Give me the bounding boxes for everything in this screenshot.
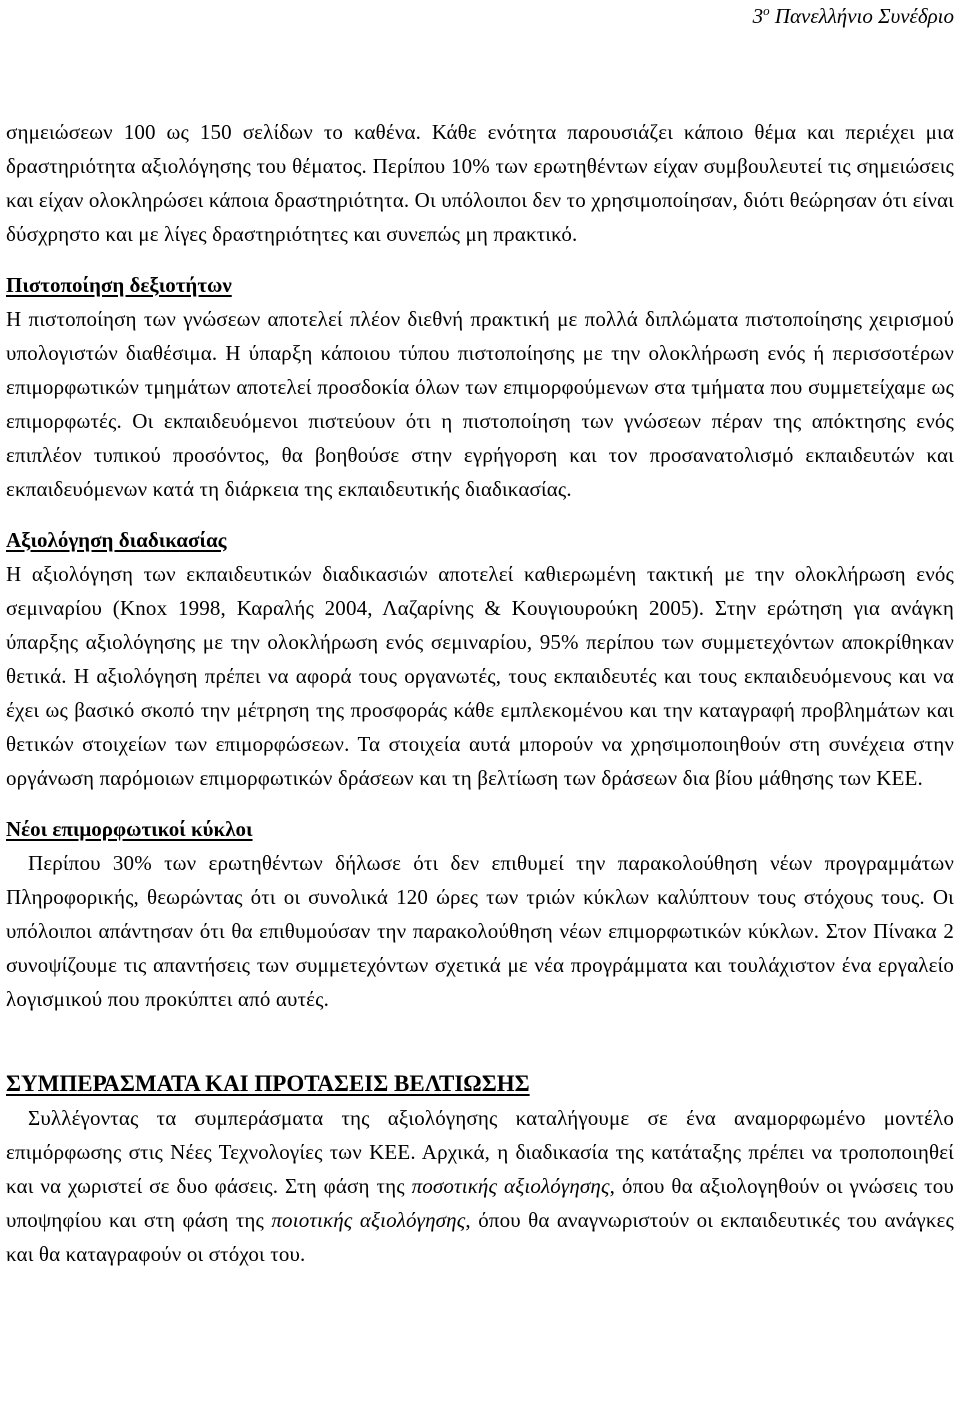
- header-ordinal: 3: [752, 4, 764, 28]
- conclusions-emphasis-quantitative: ποσοτικής αξιολόγησης: [411, 1174, 610, 1198]
- document-body: [6, 115, 954, 1271]
- header-ordinal-suffix: ο: [763, 3, 770, 18]
- conclusions-text-3: , όπου θα αναγνωριστούν οι εκπαιδευτικές του ανάγκες και θα καταγραφούν οι στόχοι του.: [6, 1208, 954, 1266]
- intro-paragraph: σημειώσεων 100 ως 150 σελίδων το καθένα. Κάθε ενότητα παρουσιάζει κάποιο θέμα και περιέχει μια δραστηριότητα αξιολόγησης του θέματος. Περίπου 10% των ερωτηθέντων είχαν συμβουλευτεί τις σημειώσεις και είχαν ολοκληρώσει κάποια δραστηριότητα. Οι υπόλοιποι δεν το χρησιμοποίησαν, διότι θεώρησαν ότι είναι δύσχρηστο και με λίγες δραστηριότητες και συνεπώς μη πρακτικό.: [6, 120, 954, 246]
- cycles-heading: Νέοι επιμορφωτικοί κύκλοι: [6, 817, 253, 841]
- evaluation-paragraph: Η αξιολόγηση των εκπαιδευτικών διαδικασιών αποτελεί καθιερωμένη τακτική με την ολοκλήρωση ενός σεμιναρίου (Knox 1998, Καραλής 2004, Λαζαρίνης & Κουγιουρούκη 2005). Στην ερώτηση για ανάγκη ύπαρξης αξιολόγησης με την ολοκλήρωση ενός σεμιναρίου, 95% περίπου των συμμετεχόντων αποκρίθηκαν θετικά. Η αξιολόγηση πρέπει να αφορά τους οργανωτές, τους εκπαιδευτές και τους εκπαιδευόμενους και να έχει ως βασικό σκοπό την μέτρηση της προσφοράς κάθε εμπλεκομένου και την καταγραφή προβλημάτων και θετικών στοιχείων των επιμορφώσεων. Τα στοιχεία αυτά μπορούν να χρησιμοποιηθούν στη συνέχεια στην οργάνωση παρόμοιων επιμορφωτικών δράσεων και τη βελτίωση των δράσεων δια βίου μάθησης των ΚΕΕ.: [6, 562, 954, 790]
- evaluation-heading: Αξιολόγηση διαδικασίας: [6, 528, 227, 552]
- conclusions-emphasis-qualitative: ποιοτικής αξιολόγησης: [271, 1208, 466, 1232]
- certification-heading: Πιστοποίηση δεξιοτήτων: [6, 273, 232, 297]
- conclusions-heading: ΣΥΜΠΕΡΑΣΜΑΤΑ ΚΑΙ ΠΡΟΤΑΣΕΙΣ ΒΕΛΤΙΩΣΗΣ: [6, 1071, 530, 1096]
- conclusions-paragraph: [6, 1101, 954, 1271]
- cycles-paragraph: Περίπου 30% των ερωτηθέντων δήλωσε ότι δεν επιθυμεί την παρακολούθηση νέων προγραμμάτων Πληροφορικής, θεωρώντας ότι οι συνολικά 120 ώρες των τριών κύκλων καλύπτουν τους στόχους τους. Οι υπόλοιποι απάντησαν ότι θα επιθυμούσαν την παρακολούθηση νέων επιμορφωτικών κύκλων. Στον Πίνακα 2 συνοψίζουμε τις απαντήσεις των συμμετεχόντων σχετικά με νέα προγράμματα και τουλάχιστον ένα εργαλείο λογισμικού που προκύπτει από αυτές.: [6, 851, 954, 1011]
- page-header: [753, 2, 954, 30]
- conclusions-text-2: , όπου θα αξιολογηθούν οι γνώσεις του υποψηφίου και στη φάση της: [6, 1174, 954, 1232]
- certification-paragraph: Η πιστοποίηση των γνώσεων αποτελεί πλέον διεθνή πρακτική με πολλά διπλώματα πιστοποίησης χειρισμού υπολογιστών διαθέσιμα. Η ύπαρξη κάποιου τύπου πιστοποίησης με την ολοκλήρωση ενός ή περισσοτέρων επιμορφωτικών τμημάτων αποτελεί προσδοκία όλων των επιμορφούμενων στα τμήματα που συμμετείχαμε ως επιμορφωτές. Οι εκπαιδευόμενοι πιστεύουν ότι η πιστοποίηση των γνώσεων πέραν της απόκτησης ενός επιπλέον τυπικού προσόντος, θα βοηθούσε στην εγρήγορση και τον προσανατολισμό εκπαιδευτών και εκπαιδευόμενων κατά τη διάρκεια της εκπαιδευτικής διαδικασίας.: [6, 307, 954, 501]
- header-title: Πανελλήνιο Συνέδριο: [774, 4, 954, 28]
- conclusions-text-1: Συλλέγοντας τα συμπεράσματα της αξιολόγησης καταλήγουμε σε ένα αναμορφωμένο μοντέλο επιμόρφωσης στις Νέες Τεχνολογίες των ΚΕΕ. Αρχικά, η διαδικασία της κατάταξης πρέπει να τροποποιηθεί και να χωριστεί σε δυο φάσεις. Στη φάση της: [6, 1106, 954, 1198]
